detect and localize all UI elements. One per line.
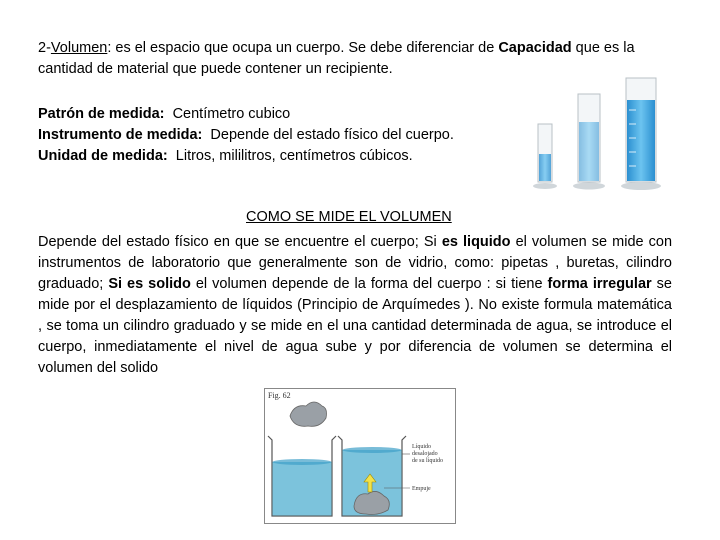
- body-text-4: se mide por el desplazamiento de líquidos (Principio de Arquímedes ). No existe formula matemática , se toma un cilindro graduado y se mide en el una cantidad determinada de agua, se introduce el cuerpo, inmediatamente el nivel de agua sube y por diferencia de volumen se determina el volumen del solido: [38, 276, 672, 376]
- definition-label: Patrón de medida:: [38, 106, 165, 122]
- small-cylinder-base: [533, 183, 557, 189]
- body-text-1: Depende del estado físico en que se encuentre el cuerpo; Si: [38, 234, 442, 250]
- section-heading: COMO SE MIDE EL VOLUMEN: [246, 209, 452, 225]
- body-bold-irregular: forma irregular: [547, 276, 652, 292]
- body-text-3: el volumen depende de la forma del cuerpo : si tiene: [190, 276, 548, 292]
- large-cylinder-liquid: [627, 100, 655, 181]
- body-bold-liquido: es liquido: [441, 234, 511, 250]
- body-text-2: el volumen se mide con instrumentos de laboratorio que generalmente son de vidrio, como: pipetas , buretas, cilindro graduado;: [38, 234, 673, 292]
- empuje-label: Empuje: [412, 486, 431, 492]
- graduated-cylinders-image: [528, 74, 680, 194]
- definition-label: Instrumento de medida:: [38, 127, 203, 143]
- displacement-figure: [264, 388, 456, 524]
- definition-value: Litros, mililitros, centímetros cúbicos.: [175, 148, 413, 164]
- definition-row: [38, 146, 518, 167]
- figure-label: Fig. 62: [268, 391, 291, 400]
- definitions-list: [38, 104, 518, 167]
- left-beaker-water: [273, 462, 332, 516]
- term-volumen: Volumen: [50, 40, 108, 56]
- medium-cylinder-base: [573, 183, 605, 190]
- body-bold-solido: Si es solido: [108, 276, 191, 292]
- body-paragraph: [38, 232, 672, 379]
- definition-value: Centímetro cubico: [172, 106, 291, 122]
- definition-row: [38, 104, 518, 125]
- large-cylinder-base: [621, 182, 661, 190]
- term-capacidad: Capacidad: [498, 40, 572, 56]
- intro-text-1: es el espacio que ocupa un cuerpo. Se debe diferenciar de: [111, 40, 499, 56]
- colon: :: [107, 40, 112, 56]
- right-water-surface: [343, 447, 402, 453]
- liquid-label-line-1: Líquido: [412, 444, 431, 450]
- medium-cylinder-liquid: [579, 122, 599, 181]
- intro-text-2: que es la cantidad de material que puede contener un recipiente.: [38, 40, 635, 77]
- definition-row: [38, 125, 518, 146]
- liquid-label-line-2: desalojado: [412, 451, 438, 457]
- liquid-label-line-3: de su líquido: [412, 458, 443, 464]
- left-water-surface: [273, 459, 332, 465]
- definition-value: Depende del estado físico del cuerpo.: [210, 127, 454, 143]
- section-number: 2-: [38, 40, 51, 56]
- definition-label: Unidad de medida:: [38, 148, 168, 164]
- small-cylinder-liquid: [539, 154, 551, 181]
